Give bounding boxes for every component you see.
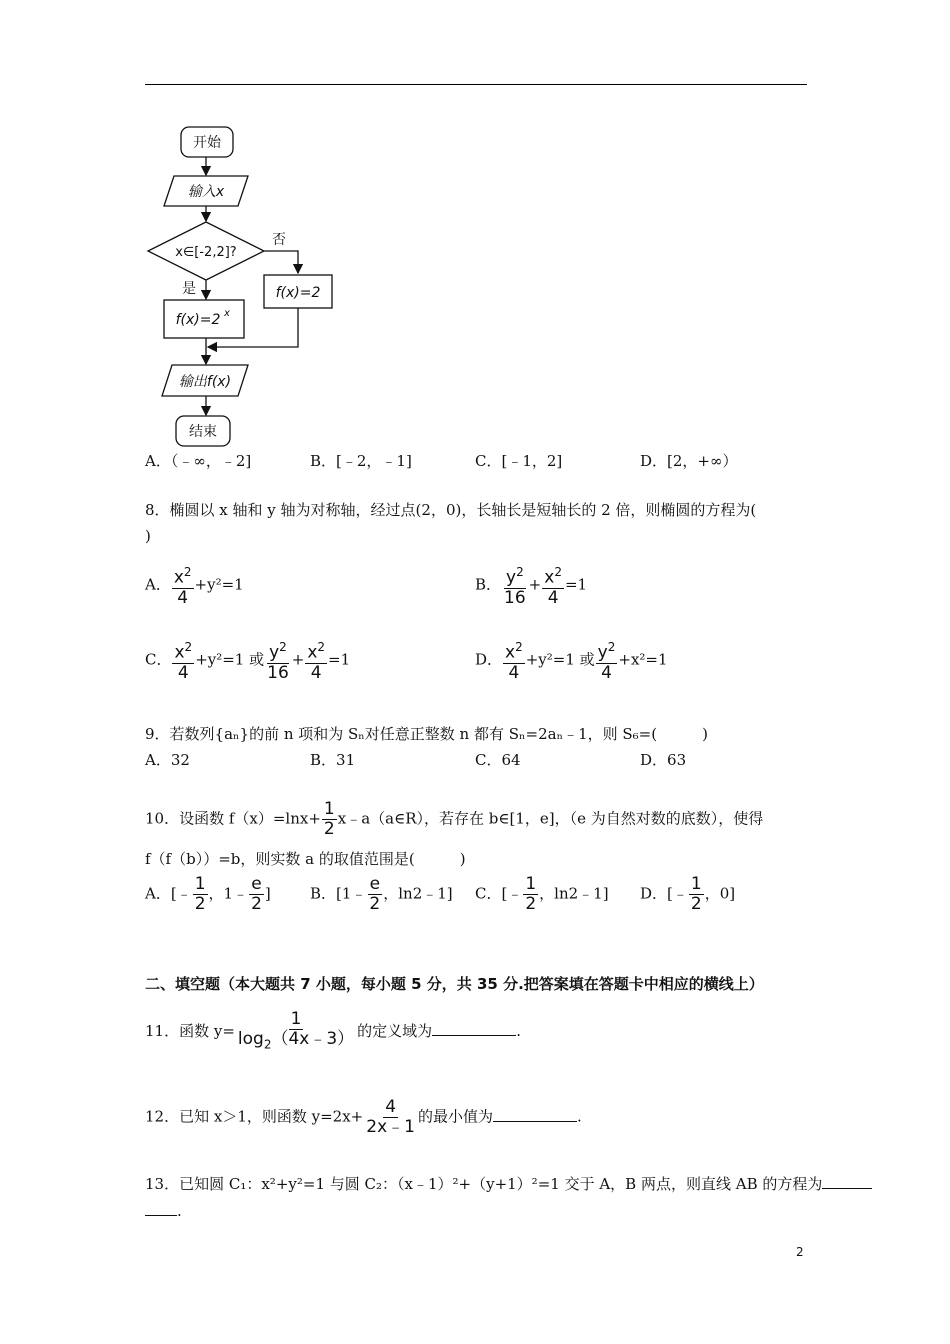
condition-label: x∈[-2,2]? bbox=[175, 245, 237, 260]
answer-blank[interactable] bbox=[145, 1200, 177, 1216]
page-number: 2 bbox=[796, 1245, 804, 1259]
q9-option-d: D．63 bbox=[640, 751, 687, 769]
q8-stem-close: ) bbox=[145, 527, 151, 545]
fraction: $\frac{1}{2}$ bbox=[194, 874, 206, 914]
q9-stem: 9．若数列{aₙ}的前 n 项和为 Sₙ对任意正整数 n 都有 Sₙ=2aₙ﹣1，则 S₆=( ) bbox=[145, 725, 708, 743]
q9-option-c: C．64 bbox=[475, 751, 521, 769]
svg-text:f(x)=2 bbox=[176, 312, 221, 328]
q10-option-b: B．[1﹣ $\frac{e}{2}$ ，ln2﹣1] bbox=[310, 874, 453, 914]
q7-option-c: C．[﹣1，2] bbox=[475, 452, 563, 470]
q8-option-c: C． $\frac{x^2}{4}$ +y²=1 或 $\frac{y^2}{16}$ + $\frac{x^2}{4}$ =1 bbox=[145, 640, 351, 683]
q7-option-d: D．[2，+∞） bbox=[640, 452, 738, 470]
q10-option-a: A．[﹣ $\frac{1}{2}$ ，1﹣ $\frac{e}{2}$ ] bbox=[145, 874, 271, 914]
input-label: 输入x bbox=[187, 184, 225, 200]
fraction: $\frac{1}{2}$ bbox=[690, 874, 702, 914]
yes-box-label: f(x)=2 bbox=[175, 312, 221, 328]
no-box-label: f(x)=2 bbox=[275, 285, 321, 301]
q12: 12．已知 x＞1，则函数 y=2x+ $\frac{4}{2x﹣1}$ 的最小值为 . bbox=[145, 1097, 582, 1137]
output-label: 输出f(x) bbox=[178, 374, 232, 390]
no-label: 否 bbox=[272, 232, 286, 248]
fraction: $\frac{4}{2x﹣1}$ bbox=[366, 1097, 415, 1137]
fraction: $\frac{x^2}{4}$ bbox=[505, 640, 523, 683]
q8-option-a: A． $\frac{x^2}{4}$ +y²=1 bbox=[145, 565, 244, 608]
q11: 11．函数 y= $\frac{1}{\log_2(4x﹣3)}$ 的定义域为 . bbox=[145, 1010, 521, 1054]
q13-continuation: . bbox=[145, 1200, 182, 1221]
q8-stem: 8．椭圆以 x 轴和 y 轴为对称轴，经过点(2，0)，长轴长是短轴长的 2 倍，则椭圆的方程为( bbox=[145, 501, 757, 519]
fraction: $\frac{x^2}{4}$ bbox=[174, 640, 193, 683]
q9-option-b: B．31 bbox=[310, 751, 356, 769]
section-heading: 二、填空题（本大题共 7 小题，每小题 5 分，共 35 分.把答案填在答题卡中相应的横线上） bbox=[145, 975, 764, 993]
q10-stem-line2: f（f（b））=b，则实数 a 的取值范围是( ) bbox=[145, 850, 466, 868]
fraction: $\frac{1}{2}$ bbox=[525, 874, 537, 914]
q9-option-a: A．32 bbox=[145, 751, 190, 769]
flowchart bbox=[140, 118, 360, 453]
q8-option-b: B． $\frac{y^2}{16}$ + $\frac{x^2}{4}$ =1 bbox=[475, 565, 588, 608]
fraction: $\frac{1}{\log_2(4x﹣3)}$ bbox=[237, 1009, 355, 1052]
start-label: 开始 bbox=[193, 135, 221, 151]
fraction: $\frac{1}{2}$ bbox=[323, 799, 335, 839]
answer-blank[interactable] bbox=[432, 1020, 516, 1036]
q7-option-a: A．（﹣∞，﹣2] bbox=[145, 452, 252, 470]
q10-option-d: D．[﹣ $\frac{1}{2}$ ，0] bbox=[640, 874, 736, 914]
q10-option-c: C．[﹣ $\frac{1}{2}$ ，ln2﹣1] bbox=[475, 874, 609, 914]
answer-blank[interactable] bbox=[493, 1106, 577, 1122]
fraction: $\frac{y^2}{4}$ bbox=[597, 640, 616, 683]
yes-box-exponent: x bbox=[224, 308, 230, 319]
end-label: 结束 bbox=[189, 424, 217, 440]
q13: 13．已知圆 C₁：x²+y²=1 与圆 C₂：（x﹣1）²+（y+1）²=1 交于 A，B 两点，则直线 AB 的方程为 bbox=[145, 1173, 872, 1194]
answer-blank[interactable] bbox=[822, 1173, 872, 1189]
q7-option-b: B．[﹣2，﹣1] bbox=[310, 452, 412, 470]
fraction: $\frac{y^2}{16}$ bbox=[504, 565, 526, 608]
fraction: $\frac{x^2}{4}$ bbox=[544, 565, 562, 608]
fraction: $\frac{x^2}{4}$ bbox=[307, 640, 326, 683]
fraction: $\frac{e}{2}$ bbox=[369, 874, 381, 914]
yes-label: 是 bbox=[182, 281, 196, 297]
q8-option-d: D． $\frac{x^2}{4}$ +y²=1 或 $\frac{y^2}{4}$ +x²=1 bbox=[475, 640, 668, 683]
q10-stem: 10．设函数 f（x）=lnx+ $\frac{1}{2}$ x﹣a（a∈R），若存在 b∈[1，e]，（e 为自然对数的底数），使得 bbox=[145, 799, 764, 839]
fraction: $\frac{y^2}{16}$ bbox=[267, 640, 289, 683]
header-rule bbox=[145, 84, 807, 85]
fraction: $\frac{e}{2}$ bbox=[251, 874, 262, 914]
fraction: $\frac{x^2}{4}$ bbox=[173, 565, 192, 608]
